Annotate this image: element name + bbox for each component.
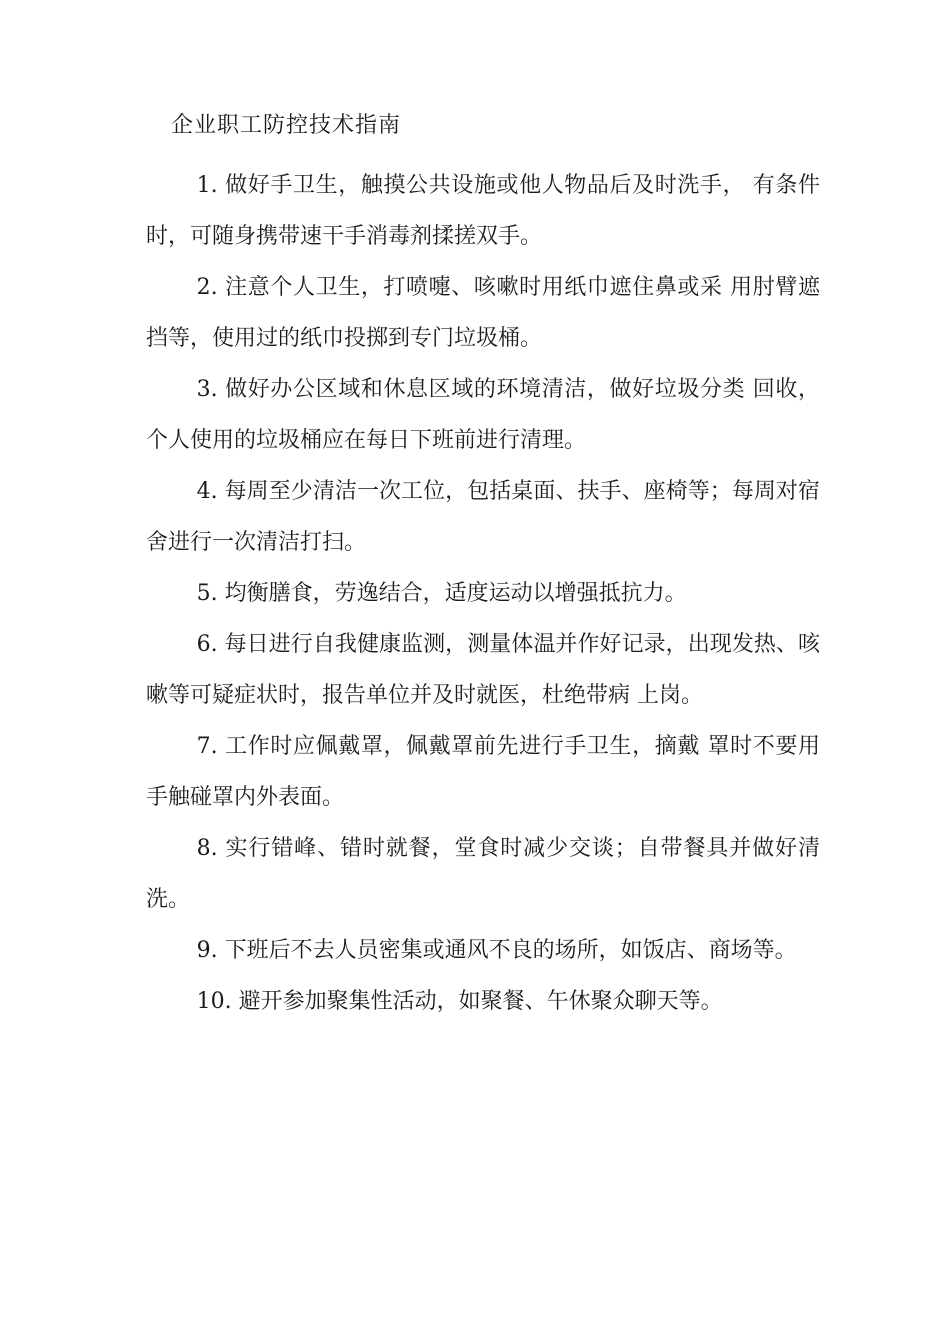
guideline-item-10: 10. 避开参加聚集性活动，如聚餐、午休聚众聊天等。 — [196, 989, 723, 1014]
guideline-item-7: 7. 工作时应佩戴罩，佩戴罩前先进行手卫生，摘戴 罩时不要用手触碰罩内外表面。 — [146, 734, 820, 810]
document-title: 企业职工防控技术指南 — [171, 113, 402, 138]
guideline-item-5: 5. 均衡膳食，劳逸结合，适度运动以增强抵抗力。 — [196, 581, 687, 606]
guideline-item-4: 4. 每周至少清洁一次工位，包括桌面、扶手、座椅等；每周对宿舍进行一次清洁打扫。 — [146, 479, 820, 555]
guideline-item-1: 1. 做好手卫生，触摸公共设施或他人物品后及时洗手， 有条件时，可随身携带速干手消毒剂揉搓双手。 — [146, 173, 820, 249]
guideline-item-8: 8. 实行错峰、错时就餐，堂食时减少交谈；自带餐具并做好清洗。 — [146, 836, 820, 912]
document-body — [146, 160, 820, 1027]
guideline-item-9: 9. 下班后不去人员密集或通风不良的场所，如饭店、商场等。 — [196, 938, 797, 963]
guideline-item-2: 2. 注意个人卫生，打喷嚏、咳嗽时用纸巾遮住鼻或采 用肘臂遮挡等，使用过的纸巾投掷到专门垃圾桶。 — [146, 275, 820, 351]
guideline-item-3: 3. 做好办公区域和休息区域的环境清洁，做好垃圾分类 回收，个人使用的垃圾桶应在每日下班前进行清理。 — [146, 377, 820, 453]
guideline-item-6: 6. 每日进行自我健康监测，测量体温并作好记录，出现发热、咳嗽等可疑症状时，报告单位并及时就医，杜绝带病 上岗。 — [146, 632, 820, 708]
